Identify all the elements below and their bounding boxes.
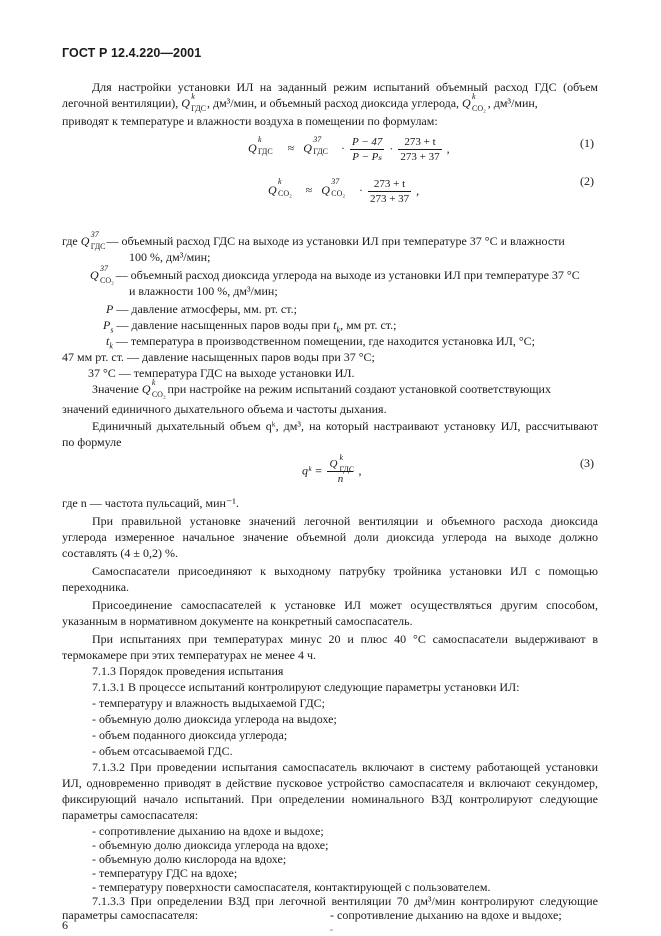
equation-2: Q k CO₂ ≈ Q 37 CO₂ · $\frac{273 + t}{273 + 37}$ ,	[268, 177, 420, 205]
q-sub: ГДС	[258, 147, 273, 157]
section-7-1-3-2-line2: ИЛ, одновременно приводят в действие пусковое устройство самоспасателя и включают секундомер,	[62, 776, 598, 790]
q-letter: Q	[303, 141, 312, 156]
q-letter: Q	[181, 96, 190, 110]
list-item: - температуру поверхности самоспасателя, контактирующей с пользователем.	[92, 880, 491, 894]
q-sub: CO₂	[331, 189, 346, 199]
section-7-1-3-2-line1: 7.1.3.2 При проведении испытания самоспасатель включают в систему работающей установки	[92, 760, 598, 774]
section-7-1-3-3-line1: 7.1.3.3 При определении ВЗД при легочной вентиляции 70 дм³/мин контролируют следующие	[92, 894, 598, 908]
para2-line1-b: при настройке на режим испытаний создают установкой соответствующих	[167, 382, 551, 396]
list-item	[332, 922, 333, 936]
q-sub: ГДС	[90, 242, 106, 251]
def-n: где n — частота пульсаций, мин⁻¹.	[62, 496, 239, 510]
para6-line1: Присоединение самоспасателей к установке ИЛ может осуществляться другим способом,	[92, 598, 598, 612]
q-sub: ГДС	[191, 104, 207, 113]
para4-line2: углерода измеренное начальное значение объемной доли диоксида углерода на выходе должно	[62, 530, 598, 544]
para7-line1: При испытаниях при температурах минус 20 и плюс 40 °С самоспасатели выдерживают в	[92, 632, 598, 646]
q-sup: k	[278, 177, 282, 187]
eq3-lhs: qᵏ =	[302, 463, 323, 478]
def-ps-text-a: — давление насыщенных паров воды при	[116, 318, 331, 332]
list-item: - объемную долю диоксида углерода на выдохе;	[92, 712, 337, 726]
q-sub: CO₂	[100, 276, 114, 285]
q-sup: 37	[313, 135, 322, 145]
q-sub-co: CO	[472, 104, 484, 113]
para1-line2-c: , дм³/мин,	[487, 96, 538, 110]
def-tk: $t_k$ — температура в производственном помещении, где находится установка ИЛ, °С;	[106, 334, 535, 351]
para1-line2-a: легочной вентиляции),	[62, 96, 179, 110]
q-sub-co: CO	[100, 276, 112, 285]
eq2-approx: ≈	[305, 183, 313, 198]
q-sup: k	[258, 135, 262, 145]
q-letter: Q	[80, 234, 90, 248]
para2-line2: значений единичного дыхательного объема и частоты дыхания.	[62, 402, 387, 416]
def-ps-text-b: , мм рт. ст.;	[340, 318, 397, 332]
para3-line2: по формуле	[62, 435, 122, 449]
q-letter: Q	[141, 382, 151, 396]
page-number: 6	[62, 918, 68, 932]
q-letter: Q	[321, 183, 330, 198]
equation-3-label: (3)	[580, 456, 594, 470]
section-7-1-3-1-heading: 7.1.3.1 В процессе испытаний контролируют следующие параметры установки ИЛ:	[92, 680, 520, 694]
eq1-num1: P − 47	[351, 136, 383, 148]
q-sub: CO₂	[151, 390, 166, 399]
q-sub-co: CO	[331, 189, 343, 199]
q-sup: k	[191, 92, 195, 101]
eq2-num: 273 + t	[368, 178, 411, 192]
q-letter: Q	[329, 458, 338, 470]
eq2-den: 273 + 37	[369, 193, 410, 205]
list-item: - объемную долю диоксида углерода на вдохе;	[92, 838, 329, 852]
para2-line1-a: Значение	[92, 382, 139, 396]
q-sup: 37	[100, 264, 108, 273]
def-ps: $P_s$ — давление насыщенных паров воды при $t_k$, мм рт. ст.;	[103, 318, 397, 335]
para4-line3: составлять (4 ± 0,2) %.	[62, 546, 178, 560]
q-sub: ГДС	[339, 465, 355, 474]
q-letter: Q	[268, 183, 277, 198]
eq2-tail: ,	[416, 183, 420, 198]
list-item: - объем отсасываемой ГДС.	[92, 744, 233, 758]
document-header: ГОСТ Р 12.4.220—2001	[62, 46, 202, 60]
q-sup: k	[472, 92, 476, 101]
eq1-den2: 273 + 37	[400, 151, 440, 163]
eq1-num2: 273 + t	[398, 136, 441, 150]
eq1-den1: P − Pₛ	[352, 151, 383, 163]
para4-line1: При правильной установке значений легочной вентиляции и объемного расхода диоксида	[92, 514, 598, 528]
def-q-co2-cont: и влажности 100 %, дм³/мин;	[129, 284, 278, 298]
list-item: - сопротивление дыханию на вдохе и выдохе;	[330, 908, 562, 922]
list-item: - объемную долю кислорода на вдохе;	[92, 852, 287, 866]
def-47mm: 47 мм рт. ст. — давление насыщенных паров воды при 37 °С;	[62, 350, 375, 364]
q-sub: ГДС	[313, 147, 328, 157]
equation-1-label: (1)	[580, 136, 594, 150]
section-7-1-3-2-line3: фиксирующий начало испытаний. При определении номинального ВЗД контролируют следующие	[62, 792, 598, 806]
equation-1: Q k ГДС ≈ Q 37 ГДС · $\frac{P - 47}{\text{P − Pₛ}}$ · $\frac{273 + t}{273 + 37}$ ,	[248, 135, 450, 163]
def-q-co2-text: — объемный расход диоксида углерода на выходе из установки ИЛ при температуре 37 °С	[115, 268, 580, 282]
q-sub-co: CO	[278, 189, 290, 199]
para5-line2: переходника.	[62, 580, 130, 594]
def-tk-text: — температура в производственном помещении, где находится установка ИЛ, °С;	[115, 334, 535, 348]
eq3-den: n	[337, 473, 344, 485]
para5-line1: Самоспасатели присоединяют к выходному патрубку тройника установки ИЛ с помощью	[92, 564, 598, 578]
def-q-gds-text: — объемный расход ГДС на выходе из установки ИЛ при температуре 37 °С и влажности	[106, 234, 565, 248]
eq1-approx: ≈	[287, 141, 295, 156]
list-item: - температуру и влажность выдыхаемой ГДС;	[92, 696, 325, 710]
para6-line2: указанным в нормативном документе на конкретный самоспасатель.	[62, 614, 413, 628]
q-sup: k	[151, 378, 156, 387]
eq3-tail: ,	[358, 463, 362, 478]
q-sub-co: CO	[151, 390, 163, 399]
q-letter: Q	[90, 268, 99, 282]
def-37c: 37 °С — температура ГДС на выходе установки ИЛ.	[88, 366, 355, 380]
q-sup: 37	[90, 230, 99, 239]
q-letter: Q	[248, 141, 257, 156]
def-p-text: — давление атмосферы, мм. рт. ст.;	[116, 302, 297, 316]
section-7-1-3-3-line2: параметры самоспасателя:	[62, 908, 199, 922]
list-item: - объем поданного диоксида углерода;	[92, 728, 288, 742]
def-q-gds-cont: 100 %, дм³/мин;	[129, 250, 211, 264]
list-item: - температуру ГДС на вдохе;	[92, 866, 238, 880]
section-7-1-3-heading: 7.1.3 Порядок проведения испытания	[92, 664, 284, 678]
para3-line1: Единичный дыхательный объем qᵏ, дм³, на который настраивают установку ИЛ, рассчитывают	[92, 419, 598, 433]
q-sup: k	[339, 453, 344, 462]
q-sub: CO₂	[278, 189, 292, 199]
q-sub: CO₂	[472, 104, 486, 113]
para1-line3: приводят к температуре и влажности воздуха в помещении по формулам:	[62, 114, 438, 128]
section-7-1-3-2-line4: параметры самоспасателя:	[62, 808, 199, 822]
def-p: P — давление атмосферы, мм. рт. ст.;	[106, 302, 297, 316]
def-where: где	[62, 234, 78, 248]
eq1-tail: ,	[446, 141, 450, 156]
list-item: - сопротивление дыханию на вдохе и выдохе;	[92, 824, 324, 838]
para7-line2: термокамере при этих температурах не менее 4 ч.	[62, 648, 316, 662]
equation-2-label: (2)	[580, 174, 594, 188]
para1-line1: Для настройки установки ИЛ на заданный режим испытаний объемный расход ГДС (объем	[92, 80, 598, 94]
q-letter: Q	[462, 96, 471, 110]
para1-line2-b: , дм³/мин, и объемный расход диоксида углерода,	[206, 96, 460, 110]
q-sup: 37	[331, 177, 340, 187]
